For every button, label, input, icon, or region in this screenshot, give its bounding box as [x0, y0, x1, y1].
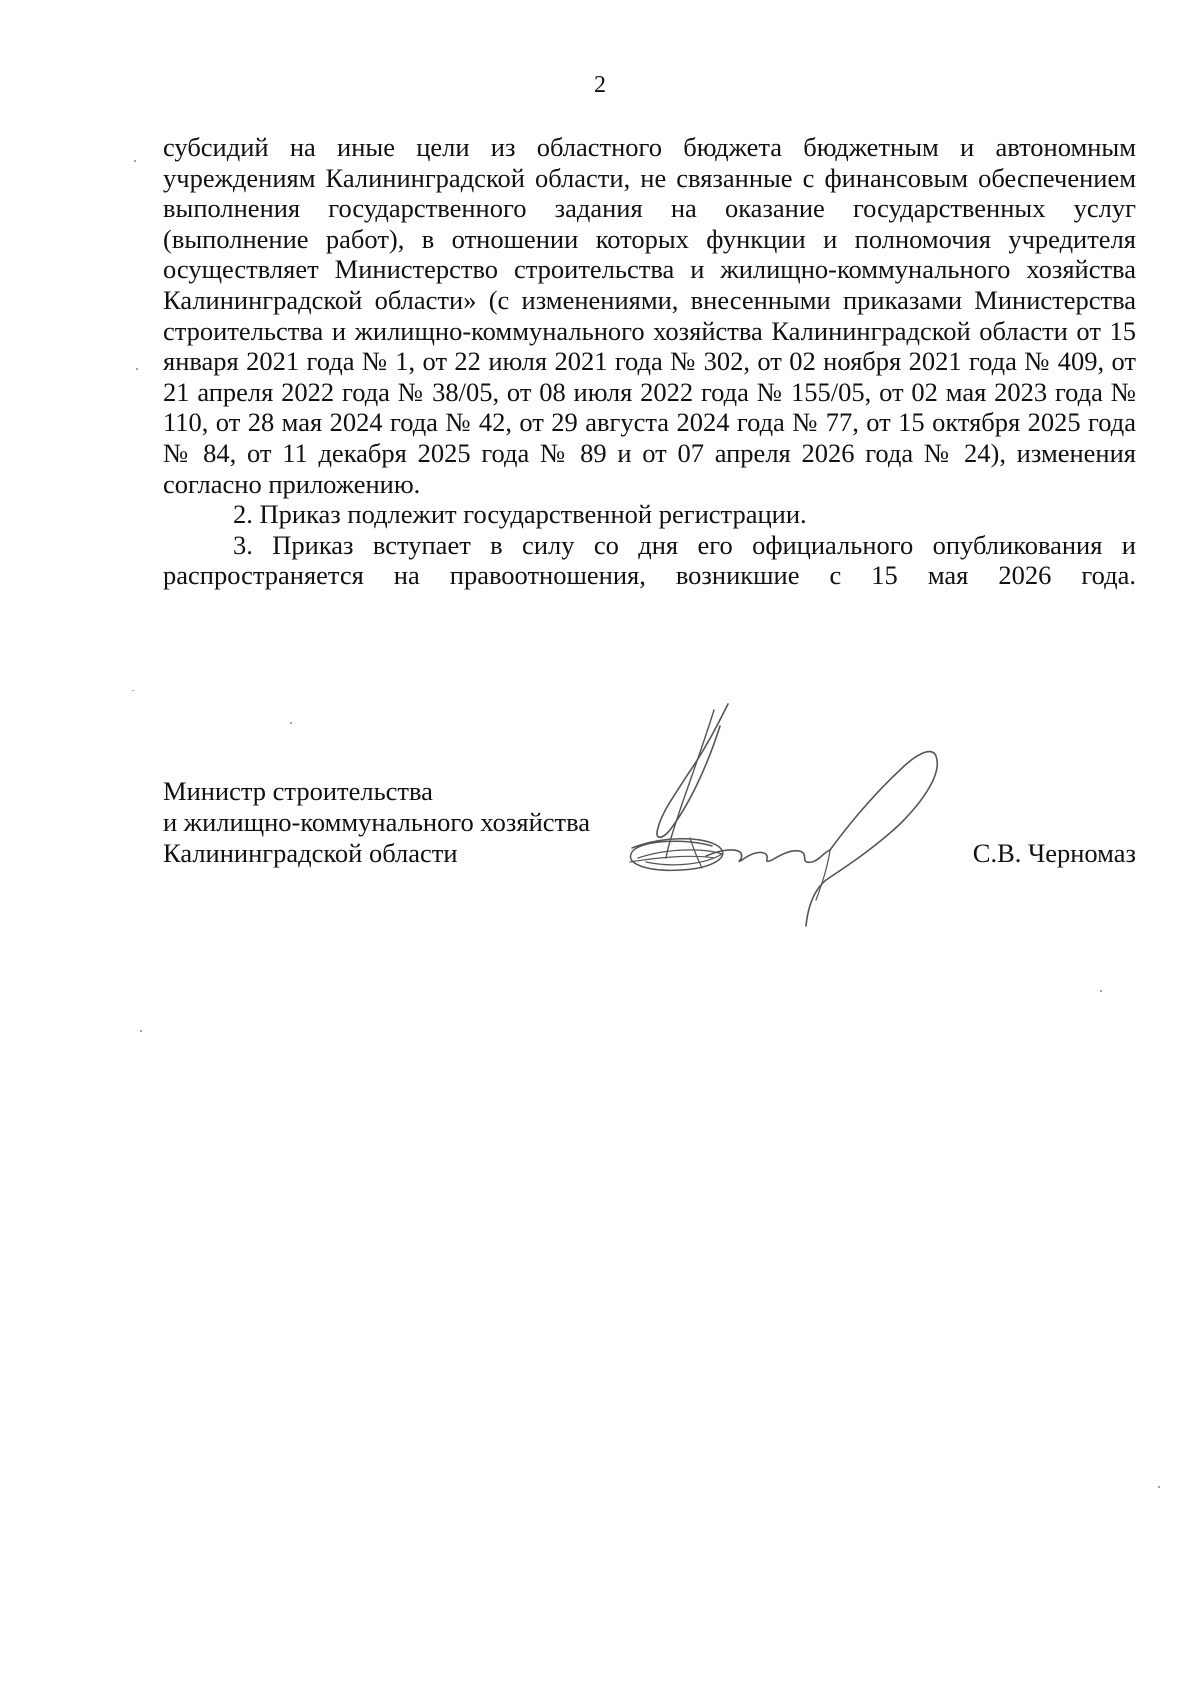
paragraph-registration: 2. Приказ подлежит государственной регистрации. — [233, 499, 807, 530]
signer-position-line-1: Министр строительства — [163, 776, 433, 806]
scan-speck — [290, 722, 292, 724]
scan-speck — [1158, 1486, 1160, 1488]
page-number: 2 — [594, 72, 606, 98]
signer-name: С.В. Черномаз — [972, 838, 1136, 868]
paragraph-effective-date: 3. Приказ вступает в силу со дня его официального опубликования и распространяется на правоотношения, возникшие с 15 мая 2026 года. — [163, 529, 1136, 591]
signer-position-line-2: и жилищно-коммунального хозяйства — [163, 807, 591, 837]
scan-speck — [136, 368, 138, 370]
signer-position — [163, 776, 590, 869]
handwritten-signature — [610, 700, 1000, 950]
scan-speck — [134, 160, 136, 162]
scan-speck — [140, 1030, 142, 1032]
scan-speck — [1100, 990, 1102, 992]
paragraph-amendment-reference: субсидий на иные цели из областного бюджета бюджетным и автономным учреждениям Калининградской области, не связанные с финансовым обеспечением выполнения государственного задания на оказание государственных услуг (выполнение работ), в отношении которых функции и полномочия учредителя осуществляет Министерство строительства и жилищно-коммунального хозяйства Калининградской области» (с изменениями, внесенными приказами Министерства строительства и жилищно-коммунального хозяйства Калининградской области от 15 января 2021 года № 1, от 22 июля 2021 года № 302, от 02 ноября 2021 года № 409, от 21 апреля 2022 года № 38/05, от 08 июля 2022 года № 155/05, от 02 мая 2023 года № 110, от 28 мая 2024 года № 42, от 29 августа 2024 года № 77, от 15 октября 2025 года № 84, от 11 декабря 2025 года № 89 и от 07 апреля 2026 года № 24), изменения согласно приложению. — [163, 132, 1136, 499]
signer-position-line-3: Калининградской области — [163, 838, 458, 868]
document-body — [163, 132, 1136, 591]
scan-speck — [132, 690, 134, 691]
